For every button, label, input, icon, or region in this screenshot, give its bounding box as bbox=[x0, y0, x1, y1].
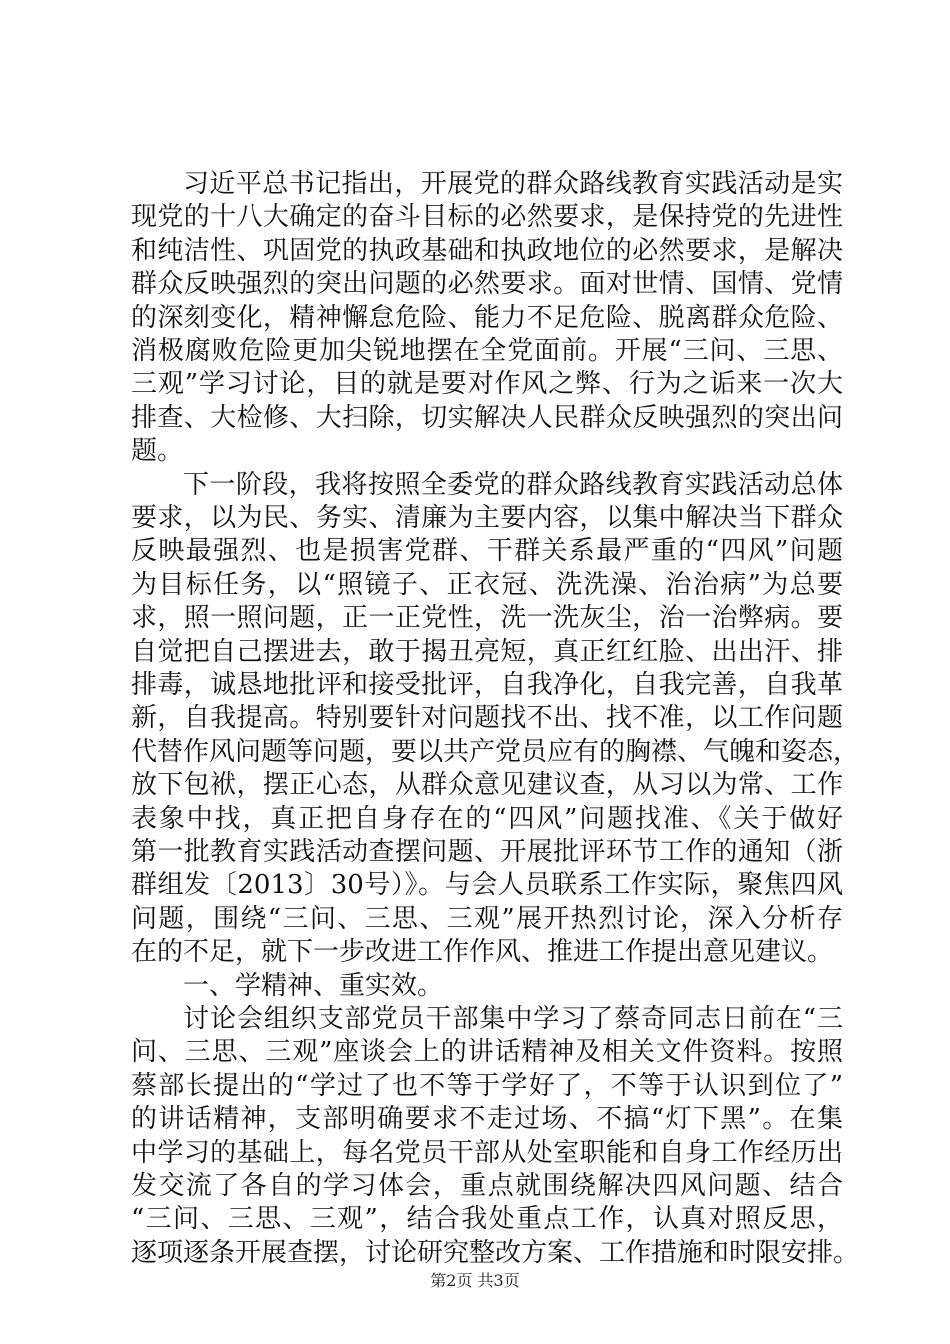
text-line: 讨论会组织支部党员干部集中学习了蔡奇同志日前在“三 bbox=[183, 1004, 843, 1034]
text-line: 放下包袱，摆正心态，从群众意见建议查，从习以为常、工作 bbox=[131, 770, 843, 801]
text-line: 第一批教育实践活动查摆问题、开展批评环节工作的通知（浙 bbox=[131, 837, 843, 867]
text-line: 问题，围绕“三问、三思、三观”展开热烈讨论，深入分析存 bbox=[131, 903, 843, 934]
text-line: 的深刻变化，精神懈怠危险、能力不足危险、脱离群众危险、 bbox=[131, 302, 843, 333]
section-heading: 一、学精神、重实效。 bbox=[183, 970, 444, 1001]
text-line: 代替作风问题等问题，要以共产党员应有的胸襟、气魄和姿态， bbox=[131, 736, 860, 767]
text-line: “三问、三思、三观”，结合我处重点工作，认真对照反思， bbox=[131, 1204, 843, 1235]
text-line: 问、三思、三观”座谈会上的讲话精神及相关文件资料。按照 bbox=[131, 1037, 843, 1068]
text-line: 发交流了各自的学习体会，重点就围绕解决四风问题、结合 bbox=[131, 1171, 843, 1201]
text-line: 蔡部长提出的“学过了也不等于学好了，不等于认识到位了” bbox=[131, 1070, 843, 1101]
text-line: 排毒，诚恳地批评和接受批评，自我净化，自我完善，自我革 bbox=[131, 670, 843, 700]
page-footer: 第2页 共3页 bbox=[430, 1271, 520, 1290]
text-line: 求，照一照问题，正一正党性，洗一洗灰尘，治一治弊病。要 bbox=[131, 603, 843, 634]
text-line: 题。 bbox=[131, 436, 184, 467]
text-line: 表象中找，真正把自身存在的“四风”问题找准、《关于做好 bbox=[131, 803, 843, 834]
text-line: 逐项逐条开展查摆，讨论研究整改方案、工作措施和时限安排。 bbox=[131, 1237, 860, 1268]
text-line: 三观”学习讨论，目的就是要对作风之弊、行为之诟来一次大 bbox=[131, 369, 843, 400]
text-line: 习近平总书记指出，开展党的群众路线教育实践活动是实 bbox=[183, 169, 843, 199]
text-line: 群众反映强烈的突出问题的必然要求。面对世情、国情、党情 bbox=[131, 269, 843, 300]
text-line: 群组发〔2013〕30号）》。与会人员联系工作实际，聚焦四风 bbox=[131, 870, 843, 901]
text-line: 现党的十八大确定的奋斗目标的必然要求，是保持党的先进性 bbox=[131, 202, 843, 233]
text-line: 要求，以为民、务实、清廉为主要内容，以集中解决当下群众 bbox=[131, 503, 843, 533]
text-line: 为目标任务，以“照镜子、正衣冠、洗洗澡、治治病”为总要 bbox=[131, 569, 843, 600]
text-line: 反映最强烈、也是损害党群、干群关系最严重的“四风”问题 bbox=[131, 536, 843, 567]
text-line: 消极腐败危险更加尖锐地摆在全党面前。开展“三问、三思、 bbox=[131, 336, 843, 366]
text-line: 中学习的基础上，每名党员干部从处室职能和自身工作经历出 bbox=[131, 1137, 843, 1168]
text-line: 自觉把自己摆进去，敢于揭丑亮短，真正红红脸、出出汗、排 bbox=[131, 636, 843, 667]
text-line: 和纯洁性、巩固党的执政基础和执政地位的必然要求，是解决 bbox=[131, 235, 843, 266]
text-line: 下一阶段，我将按照全委党的群众路线教育实践活动总体 bbox=[183, 469, 843, 500]
text-line: 新，自我提高。特别要针对问题找不出、找不准，以工作问题 bbox=[131, 703, 843, 734]
text-line: 的讲话精神，支部明确要求不走过场、不搞“灯下黑”。在集 bbox=[131, 1104, 843, 1135]
text-line: 排查、大检修、大扫除，切实解决人民群众反映强烈的突出问 bbox=[131, 402, 843, 433]
text-line: 在的不足，就下一步改进工作作风、推进工作提出意见建议。 bbox=[131, 937, 834, 968]
